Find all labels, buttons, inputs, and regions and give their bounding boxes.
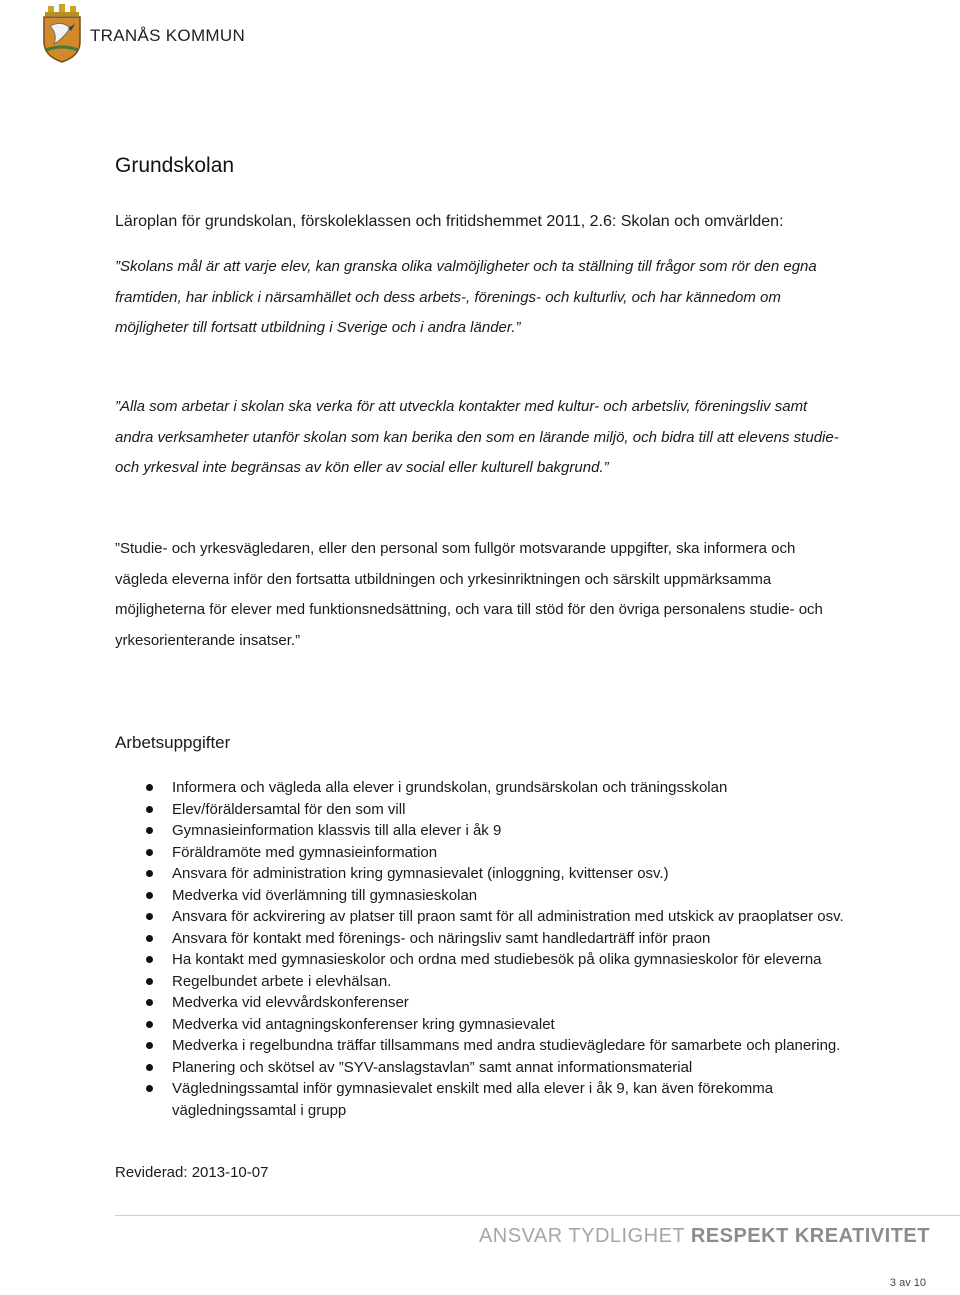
- bullet-icon: [146, 784, 153, 791]
- task-text: Informera och vägleda alla elever i grundskolan, grundsärskolan och träningsskolan: [172, 779, 728, 796]
- list-item: [146, 928, 846, 950]
- task-text: Medverka vid överlämning till gymnasieskolan: [172, 886, 478, 904]
- task-text: Elev/föräldersamtal för den som vill: [172, 800, 406, 818]
- task-text: Föräldramöte med gymnasieinformation: [172, 843, 438, 861]
- quote-career-counselor: ”Studie- och yrkesvägledaren, eller den personal som fullgör motsvarande uppgifter, ska informera och vägleda eleverna inför den fortsatta utbildningen och yrkesinriktningen och särskilt uppmärksamma möjligheterna för elever med funktionsnedsättning, och vara till stöd för den övriga personalens studie- och yrkesorienterande insatser.”: [115, 540, 823, 649]
- list-item: [146, 863, 846, 885]
- quote-school-goals: ”Skolans mål är att varje elev, kan granska olika valmöjligheter och ta ställning till frågor som rör den egna framtiden, har inblick i närsamhället och dess arbets-, förenings- och kulturliv, och har kännedom om möjligheter till fortsatt utbildning i Sverige och i andra länder.”: [115, 258, 817, 336]
- bullet-icon: [146, 1042, 153, 1049]
- list-item: [146, 1035, 846, 1057]
- task-text: Vägledningssamtal inför gymnasievalet enskilt med alla elever i åk 9, kan även förekomma vägledningssamtal i grupp: [172, 1080, 774, 1119]
- list-item: [146, 971, 846, 993]
- bullet-icon: [146, 1021, 153, 1028]
- footer-divider: [115, 1215, 960, 1216]
- page-number: 3 av 10: [889, 1277, 926, 1289]
- page-header: [40, 4, 245, 64]
- page-title: Grundskolan: [115, 154, 235, 177]
- bullet-icon: [146, 870, 153, 877]
- curriculum-reference: Läroplan för grundskolan, förskoleklassen och fritidshemmet 2011, 2.6: Skolan och omvärlden:: [115, 213, 784, 230]
- quote-external-contacts: ”Alla som arbetar i skolan ska verka för att utveckla kontakter med kultur- och arbetsliv, föreningsliv samt andra verksamheter utanför skolan som kan berika den som en lärande miljö, och bidra till att elevens studie- och yrkesval inte begränsas av kön eller av social eller kulturell bakgrund.”: [115, 398, 839, 476]
- list-item: [146, 906, 846, 928]
- task-text: Medverka i regelbundna träffar tillsammans med andra studievägledare för samarbete och planering.: [172, 1037, 841, 1054]
- list-item: [146, 1078, 846, 1121]
- organization-name: TRANÅS KOMMUN: [90, 26, 246, 45]
- bullet-icon: [146, 849, 153, 856]
- task-text: Planering och skötsel av ”SYV-anslagstavlan” samt annat informationsmaterial: [172, 1058, 693, 1076]
- task-list: [146, 777, 846, 1121]
- list-item: [146, 1057, 846, 1079]
- bullet-icon: [146, 999, 153, 1006]
- list-item: [146, 799, 846, 821]
- bullet-icon: [146, 806, 153, 813]
- task-text: Ansvara för administration kring gymnasievalet (inloggning, kvittenser osv.): [172, 865, 669, 882]
- footer-values: [479, 1225, 930, 1248]
- task-text: Gymnasieinformation klassvis till alla elever i åk 9: [172, 822, 502, 839]
- task-text: Ha kontakt med gymnasieskolor och ordna med studiebesök på olika gymnasieskolor för eleverna: [172, 951, 822, 968]
- list-item: [146, 992, 846, 1014]
- revision-date: Reviderad: 2013-10-07: [115, 1164, 269, 1181]
- bullet-icon: [146, 935, 153, 942]
- task-text: Medverka vid elevvårdskonferenser: [172, 994, 409, 1011]
- bullet-icon: [146, 1064, 153, 1071]
- bullet-icon: [146, 827, 153, 834]
- tranas-coat-of-arms-icon: [40, 4, 84, 64]
- tasks-heading: Arbetsuppgifter: [115, 733, 231, 752]
- task-text: Regelbundet arbete i elevhälsan.: [172, 972, 392, 990]
- task-text: Medverka vid antagningskonferenser kring gymnasievalet: [172, 1015, 555, 1033]
- bullet-icon: [146, 1085, 153, 1092]
- list-item: [146, 949, 846, 971]
- bullet-icon: [146, 978, 153, 985]
- task-text: Ansvara för ackvirering av platser till praon samt för all administration med utskick av praoplatser osv.: [172, 908, 844, 925]
- values-light: ANSVAR TYDLIGHET: [478, 1225, 691, 1247]
- list-item: [146, 842, 846, 864]
- task-text: Ansvara för kontakt med förenings- och näringsliv samt handledarträff inför praon: [172, 929, 711, 947]
- bullet-icon: [146, 892, 153, 899]
- list-item: [146, 1014, 846, 1036]
- list-item: [146, 885, 846, 907]
- values-bold: RESPEKT KREATIVITET: [690, 1225, 930, 1247]
- list-item: [146, 777, 846, 799]
- bullet-icon: [146, 956, 153, 963]
- list-item: [146, 820, 846, 842]
- bullet-icon: [146, 913, 153, 920]
